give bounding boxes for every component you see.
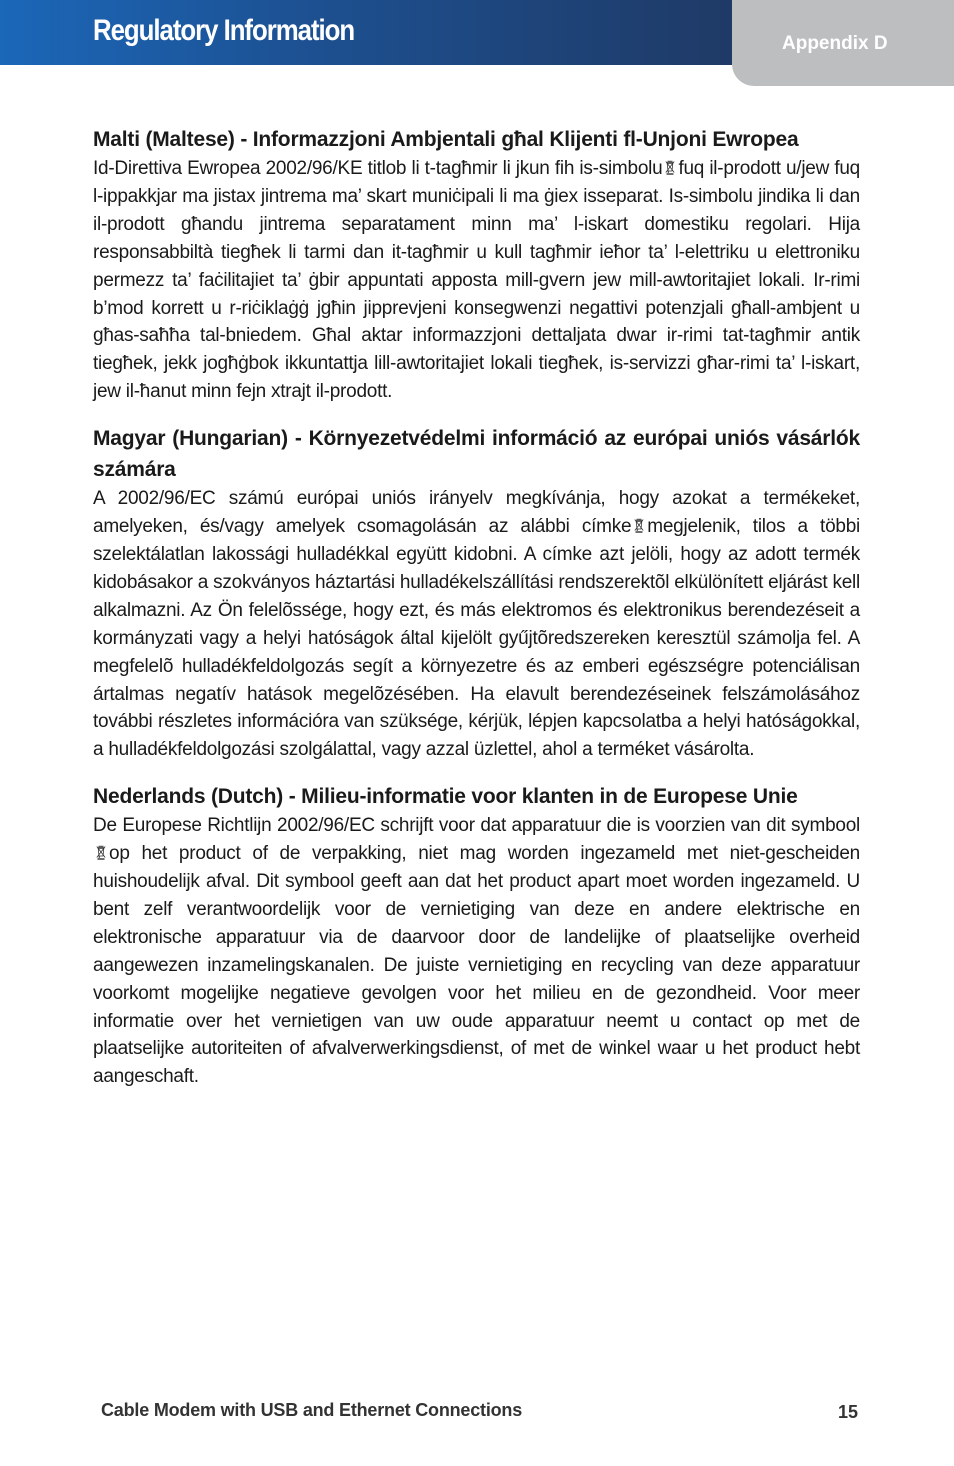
- section-maltese: [93, 124, 860, 406]
- header-bar: [0, 0, 732, 65]
- section-dutch: [93, 781, 860, 1091]
- body-text-after-icon: fuq il-prodott u/jew fuq l-ippakkjar ma jistax jintrema ma’ skart muniċipali li ma ġiex isseparat. Is-simbolu jindika li dan il-prodott għandu jintrema separatament minn ma’ l-iskart domestiku regolari. Hija responsabbiltà tiegħek li tarmi dan it-tagħmir u kull tagħmir ieħor ta’ l-elettriku u elettroniku permezz ta’ faċilitajiet ta’ ġbir appuntati apposta mill-gvern jew mill-awtoritajiet lokali. Ir-rimi b’mod korrett u r-riċiklaġġ jgħin jipprevjeni konsegwenzi negattivi potenzjali għall-ambjent u għas-saħħa tal-bniedem. Għal aktar informazzjoni dettaljata dwar ir-rimi tat-tagħmir antik tiegħek, jekk jogħġbok ikkuntattja lill-awtoritajiet lokali tiegħek, is-servizzi għar-rimi ta’ l-iskart, jew il-ħanut minn fejn xtrajt il-prodott.: [93, 158, 860, 403]
- page-title: Regulatory Information: [93, 14, 355, 47]
- section-hungarian: [93, 423, 860, 764]
- appendix-tab: [732, 0, 954, 86]
- section-body: [93, 812, 860, 1091]
- body-text-before-icon: De Europese Richtlijn 2002/96/EC schrijft voor dat apparatuur die is voorzien van dit symbool: [93, 815, 860, 837]
- appendix-label: Appendix D: [782, 33, 888, 54]
- page-number: 15: [838, 1402, 859, 1422]
- crossed-out-wheelie-bin-icon: [634, 518, 644, 533]
- section-heading: Nederlands (Dutch) - Milieu-informatie voor klanten in de Europese Unie: [93, 785, 798, 809]
- section-heading: Magyar (Hungarian) - Környezetvédelmi információ az európai uniós vásárlók számára: [93, 427, 860, 482]
- crossed-out-wheelie-bin-icon: [665, 160, 675, 175]
- section-heading: Malti (Maltese) - Informazzjoni Ambjentali għal Klijenti fl-Unjoni Ewropea: [93, 128, 799, 151]
- body-text-before-icon: Id-Direttiva Ewropea 2002/96/KE titlob li t-tagħmir li jkun fih is-simbolu: [93, 158, 663, 179]
- footer-product-title: Cable Modem with USB and Ethernet Connections: [101, 1400, 523, 1420]
- section-body: [93, 155, 860, 406]
- section-body: [93, 485, 860, 764]
- body-text-before-icon: A 2002/96/EC számú európai uniós irányelv megkívánja, hogy azokat a termékeket, amelyeken, és/vagy amelyek csomagolásán az alábbi címke: [93, 488, 860, 538]
- body-text-after-icon: op het product of de verpakking, niet mag worden ingezameld met niet-gescheiden huishoudelijk afval. Dit symbool geeft aan dat het product apart moet worden ingezameld. U bent zelf verantwoordelijk voor de vernietiging van deze en andere elektrische en elektronische apparatuur via de daarvoor door de landelijke of plaatselijke overheid aangewezen inzamelingskanalen. De juiste vernietiging en recycling van deze apparatuur voorkomt mogelijke negatieve gevolgen voor het milieu en de gezondheid. Voor meer informatie over het vernietigen van uw oude apparatuur neemt u contact op met de plaatselijke autoriteiten of afvalverwerkingsdienst, of met de winkel waar u het product hebt aangeschaft.: [93, 843, 860, 1088]
- body-text-after-icon: megjelenik, tilos a többi szelektálatlan lakossági hulladékkal együtt kidobni. A címke azt jelöli, hogy az adott termék kidobásakor a szokványos háztartási hulladékelszállítási rendszerektõl elkülönített eljárást kell alkalmazni. Az Ön felelõssége, hogy ezt, és más elektromos és elektronikus berendezéseit a kormányzati vagy a helyi hatóságok által kijelölt gyűjtõredszereken keresztül számolja fel. A megfelelõ hulladékfeldolgozás segít a környezetre és az emberi egészségre potenciálisan ártalmas negatív hatások megelõzésében. Ha elavult berendezéseinek felszámolásához további részletes információra van szüksége, kérjük, lépjen kapcsolatba a helyi hatóságokkal, a hulladékfeldolgozási szolgálattal, vagy azzal üzlettel, ahol a terméket vásárolta.: [93, 516, 861, 761]
- crossed-out-wheelie-bin-icon: [96, 845, 106, 860]
- main-content: [93, 124, 860, 1108]
